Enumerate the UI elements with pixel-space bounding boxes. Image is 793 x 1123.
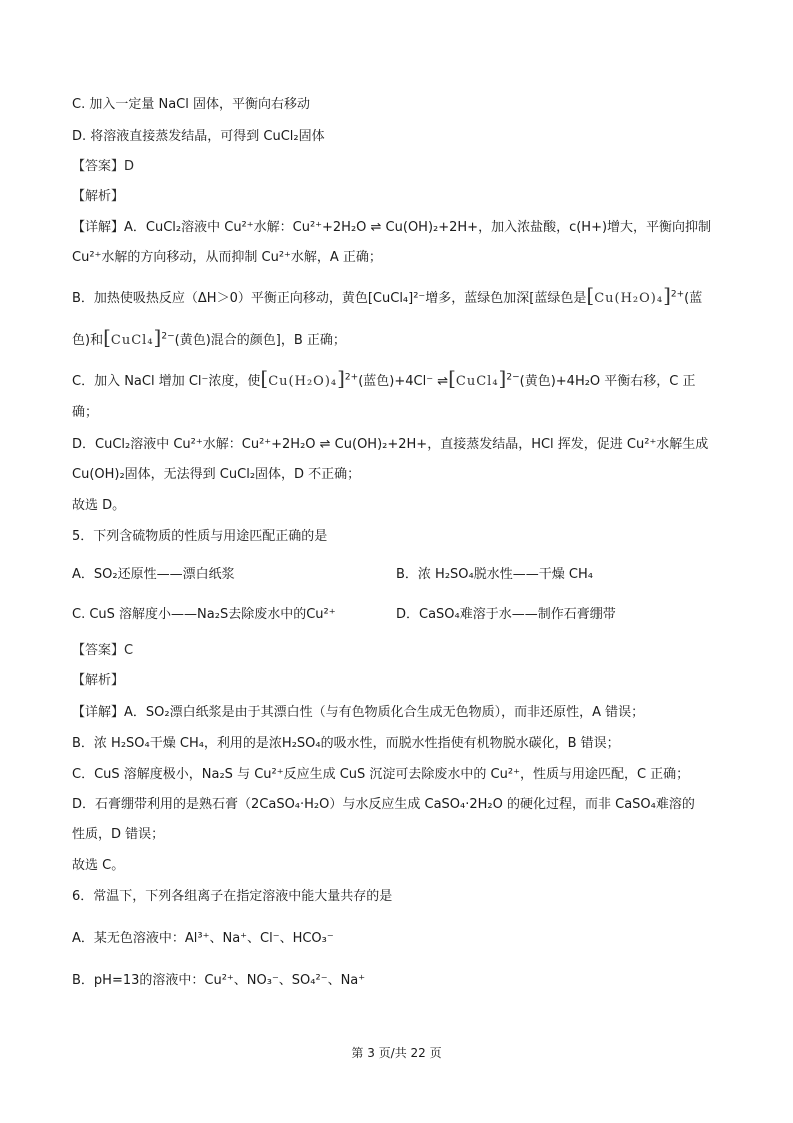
explain-b-line-2 — [72, 325, 346, 350]
explain-c-mid: (蓝色)+4Cl⁻ ⇌ — [358, 374, 449, 389]
bracket-right: ] — [663, 283, 671, 307]
question-5-option-c: C. CuS 溶解度小——Na₂S去除废水中的Cu²⁺ — [72, 607, 336, 622]
conclusion-line: 故选 D。 — [72, 498, 126, 513]
explain-c-line-2: 确； — [72, 405, 99, 420]
page-footer: 第 3 页/共 22 页 — [351, 1046, 442, 1060]
explain-a-line-2: Cu²⁺水解的方向移动，从而抑制 Cu²⁺水解，A 正确； — [72, 250, 382, 265]
bracket-left: [ — [103, 325, 111, 349]
question-6-option-b: B．pH=13的溶液中：Cu²⁺、NO₃⁻、SO₄²⁻、Na⁺ — [72, 973, 366, 988]
explain5-b: B．浓 H₂SO₄干燥 CH₄，利用的是浓H₂SO₄的吸水性，而脱水性指使有机物脱水碳化，B 错误； — [72, 736, 620, 751]
charge-label: 2− — [161, 331, 175, 342]
charge-label: 2− — [506, 372, 520, 383]
explain-d-line-2: Cu(OH)₂固体，无法得到 CuCl₂固体，D 不正确； — [72, 467, 361, 482]
charge-label: 2+ — [670, 289, 685, 300]
explain-a-line-1: 【详解】A．CuCl₂溶液中 Cu²⁺水解：Cu²⁺+2H₂O ⇌ Cu(OH)₂+2H+，加入浓盐酸，c(H+)增大，平衡向抑制 — [72, 220, 712, 235]
formula-cucl4: CuCl₄ — [455, 374, 499, 389]
formula-cu-h2o4: Cu(H₂O)₄ — [594, 291, 664, 306]
conclusion-line: 故选 C。 — [72, 858, 125, 873]
answer-label: 【答案】C — [72, 643, 134, 658]
explain-d-line-1: D．CuCl₂溶液中 Cu²⁺水解：Cu²⁺+2H₂O ⇌ Cu(OH)₂+2H+，直接蒸发结晶，HCl 挥发，促进 Cu²⁺水解生成 — [72, 437, 709, 452]
explain5-d-line-2: 性质，D 错误； — [72, 827, 165, 842]
explain-c-tail: (黄色)+4H₂O 平衡右移，C 正 — [519, 374, 696, 389]
formula-cucl4: CuCl₄ — [110, 333, 154, 348]
explain5-d-line-1: D．石膏绷带利用的是熟石膏（2CaSO₄·H₂O）与水反应生成 CaSO₄·2H₂O 的硬化过程，而非 CaSO₄难溶的 — [72, 797, 695, 812]
explain-b-tail: (蓝 — [684, 291, 703, 306]
answer-label: 【答案】D — [72, 159, 135, 174]
question-5-option-d: D．CaSO₄难溶于水——制作石膏绷带 — [396, 607, 616, 622]
charge-label: 2+ — [344, 372, 359, 383]
option-d-line: D. 将溶液直接蒸发结晶，可得到 CuCl₂固体 — [72, 129, 325, 144]
bracket-right: ] — [498, 366, 507, 390]
explain5-a: 【详解】A．SO₂漂白纸浆是由于其漂白性（与有色物质化合生成无色物质），而非还原性，A 错误； — [72, 705, 645, 720]
question-5-stem: 5．下列含硫物质的性质与用途匹配正确的是 — [72, 529, 328, 544]
explain5-c: C．CuS 溶解度极小，Na₂S 与 Cu²⁺反应生成 CuS 沉淀可去除废水中的 Cu²⁺，性质与用途匹配，C 正确； — [72, 767, 690, 782]
question-5-option-a: A．SO₂还原性——漂白纸浆 — [72, 567, 235, 582]
bracket-right: ] — [153, 325, 162, 349]
bracket-left: [ — [586, 283, 595, 307]
analysis-label: 【解析】 — [72, 673, 125, 688]
option-c-line: C. 加入一定量 NaCl 固体，平衡向右移动 — [72, 97, 310, 112]
explain-c-text: C．加入 NaCl 增加 Cl⁻浓度，使 — [72, 374, 261, 389]
explain-b-line-1 — [72, 283, 703, 308]
explain-c-line-1 — [72, 366, 696, 391]
explain-b-text: B．加热使吸热反应（ΔH＞0）平衡正向移动，黄色[CuCl₄]²⁻增多，蓝绿色加深[蓝绿色是 — [72, 291, 587, 306]
question-6-option-a: A．某无色溶液中：Al³⁺、Na⁺、Cl⁻、HCO₃⁻ — [72, 931, 334, 946]
bracket-left: [ — [448, 366, 456, 390]
question-5-option-b: B．浓 H₂SO₄脱水性——干燥 CH₄ — [396, 567, 593, 582]
bracket-right: ] — [337, 366, 345, 390]
bracket-left: [ — [260, 366, 269, 390]
explain-b2-tail: (黄色)混合的颜色]，B 正确； — [174, 333, 346, 348]
question-6-stem: 6．常温下，下列各组离子在指定溶液中能大量共存的是 — [72, 889, 393, 904]
explain-b2-text: 色)和 — [72, 333, 104, 348]
formula-cu-h2o4: Cu(H₂O)₄ — [268, 374, 338, 389]
analysis-label: 【解析】 — [72, 189, 125, 204]
